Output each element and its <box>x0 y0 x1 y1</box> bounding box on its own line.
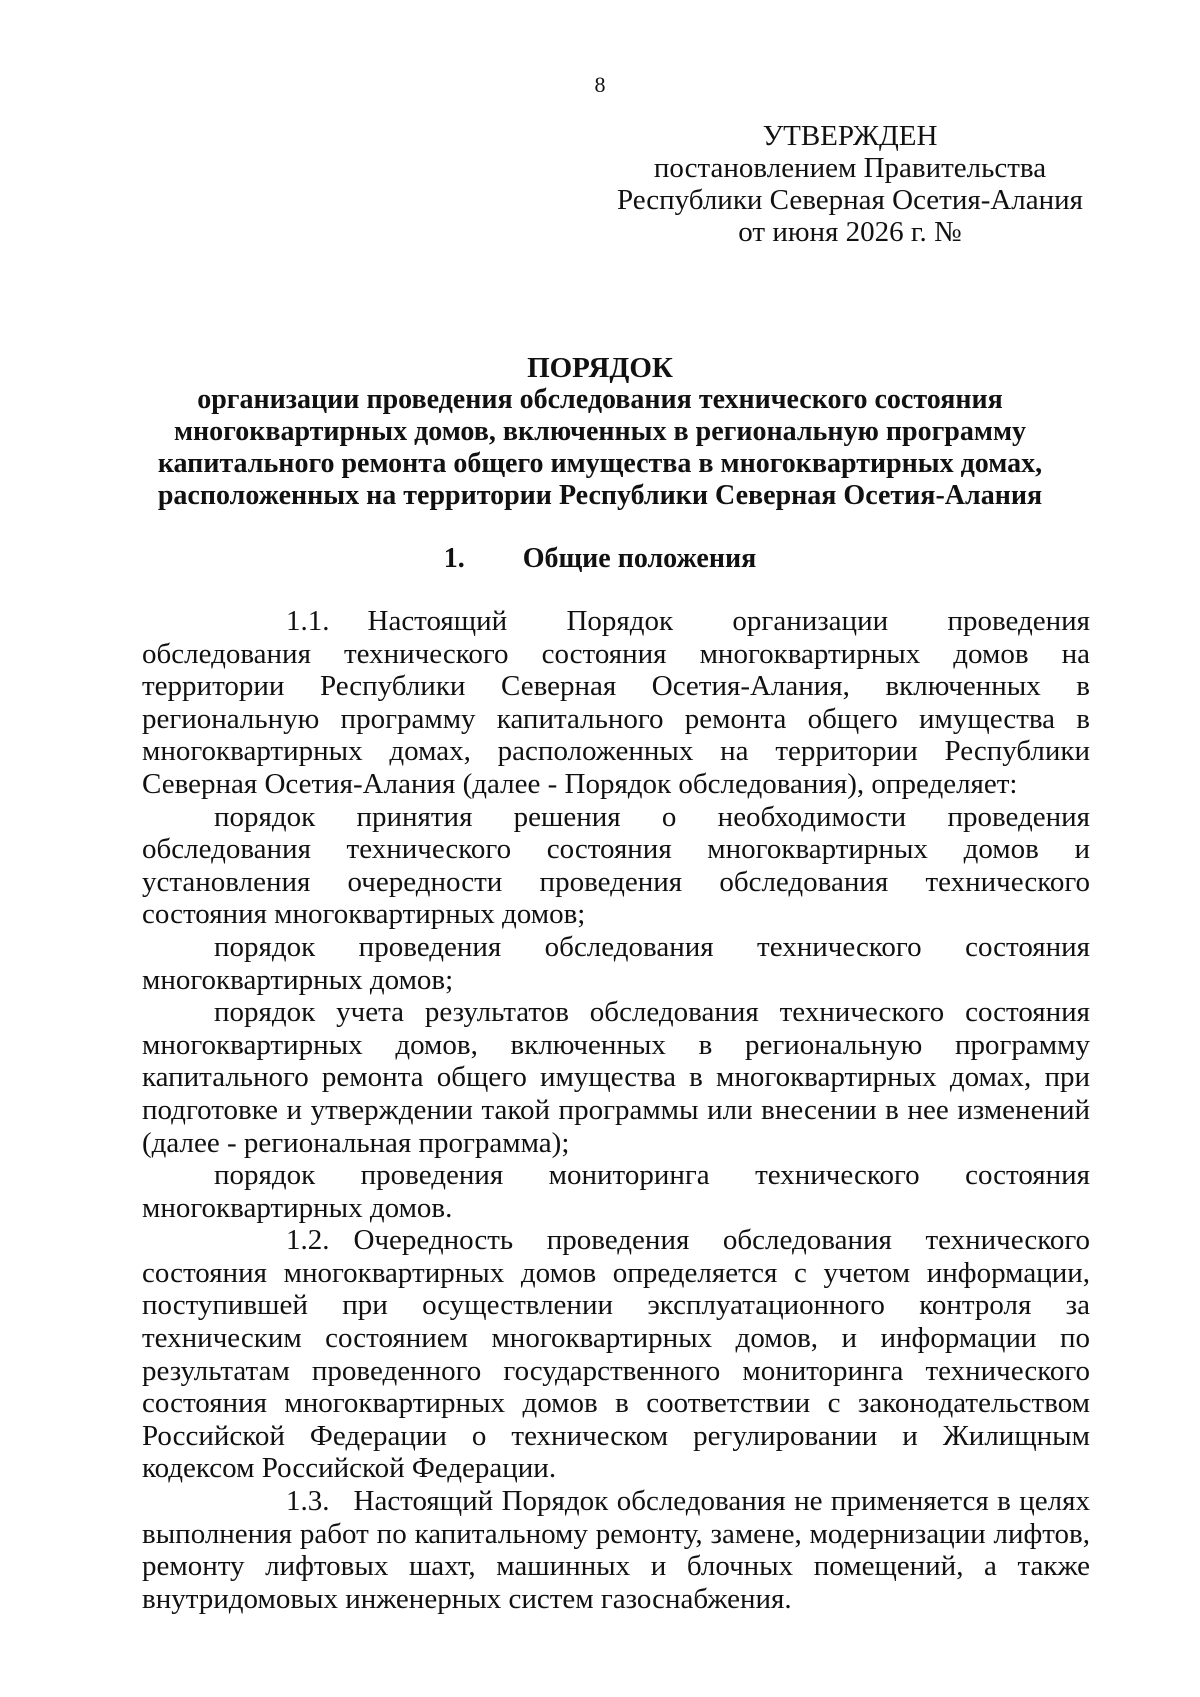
document-subtitle-line: расположенных на территории Республики Северная Осетия-Алания <box>157 480 1043 511</box>
approval-line: Республики Северная Осетия-Алания <box>616 184 1084 216</box>
page-number: 8 <box>594 72 606 97</box>
clause-number: 1.2. <box>286 1224 330 1257</box>
clause-text: Настоящий Порядок организации проведения обследования технического состояния многоквартирных домов на территории Республики Северная Осетия-Алания, включенных в региональную программу капитального ремонта общего имущества в многоквартирных домах, расположенных на территории Республики Северная Осетия-Алания (далее - Порядок обследования), определяет: <box>142 605 1090 800</box>
approval-heading: УТВЕРЖДЕН <box>762 120 938 152</box>
approval-line: постановлением Правительства <box>653 152 1047 184</box>
section-title: Общие положения <box>522 543 757 574</box>
clause-1-3 <box>142 1485 1090 1615</box>
section-heading <box>100 543 1100 575</box>
list-item: порядок проведения обследования технического состояния многоквартирных домов; <box>142 930 1090 996</box>
clause-1-2 <box>142 1224 1090 1485</box>
approval-date-line: от июня 2026 г. № <box>738 216 962 248</box>
list-item: порядок проведения мониторинга технического состояния многоквартирных домов. <box>142 1159 1090 1224</box>
document-title: ПОРЯДОК <box>527 352 673 384</box>
list-item: порядок учета результатов обследования технического состояния многоквартирных домов, включенных в региональную программу капитального ремонта общего имущества в многоквартирных домах, при подготовке и утверждении такой программы или внесении в нее изменений (далее - региональная программа); <box>142 996 1090 1159</box>
clause-text: Очередность проведения обследования технического состояния многоквартирных домов определяется с учетом информации, поступившей при осуществлении эксплуатационного контроля за техническим состоянием многоквартирных домов, и информации по результатам проведенного государственного мониторинга технического состояния многоквартирных домов в соответствии с законодательством Российской Федерации о техническом регулировании и Жилищным кодексом Российской Федерации. <box>142 1224 1090 1485</box>
clause-1-1 <box>142 605 1090 801</box>
document-subtitle-line: организации проведения обследования технического состояния <box>197 384 1003 415</box>
document-subtitle-line: капитального ремонта общего имущества в многоквартирных домах, <box>157 448 1043 479</box>
clause-number: 1.1. <box>286 605 330 637</box>
approval-stamp <box>610 120 1090 248</box>
section-number: 1. <box>443 543 465 574</box>
document-subtitle-line: многоквартирных домов, включенных в региональную программу <box>173 416 1027 447</box>
document-title-block <box>100 352 1100 512</box>
document-body <box>142 605 1090 1615</box>
list-item: порядок принятия решения о необходимости проведения обследования технического состояния многоквартирных домов и установления очередности проведения обследования технического состояния многоквартирных домов; <box>142 800 1090 931</box>
clause-text: Настоящий Порядок обследования не применяется в целях выполнения работ по капитальному ремонту, замене, модернизации лифтов, ремонту лифтовых шахт, машинных и блочных помещений, а также внутридомовых инженерных систем газоснабжения. <box>142 1485 1090 1615</box>
clause-number: 1.3. <box>286 1485 330 1518</box>
